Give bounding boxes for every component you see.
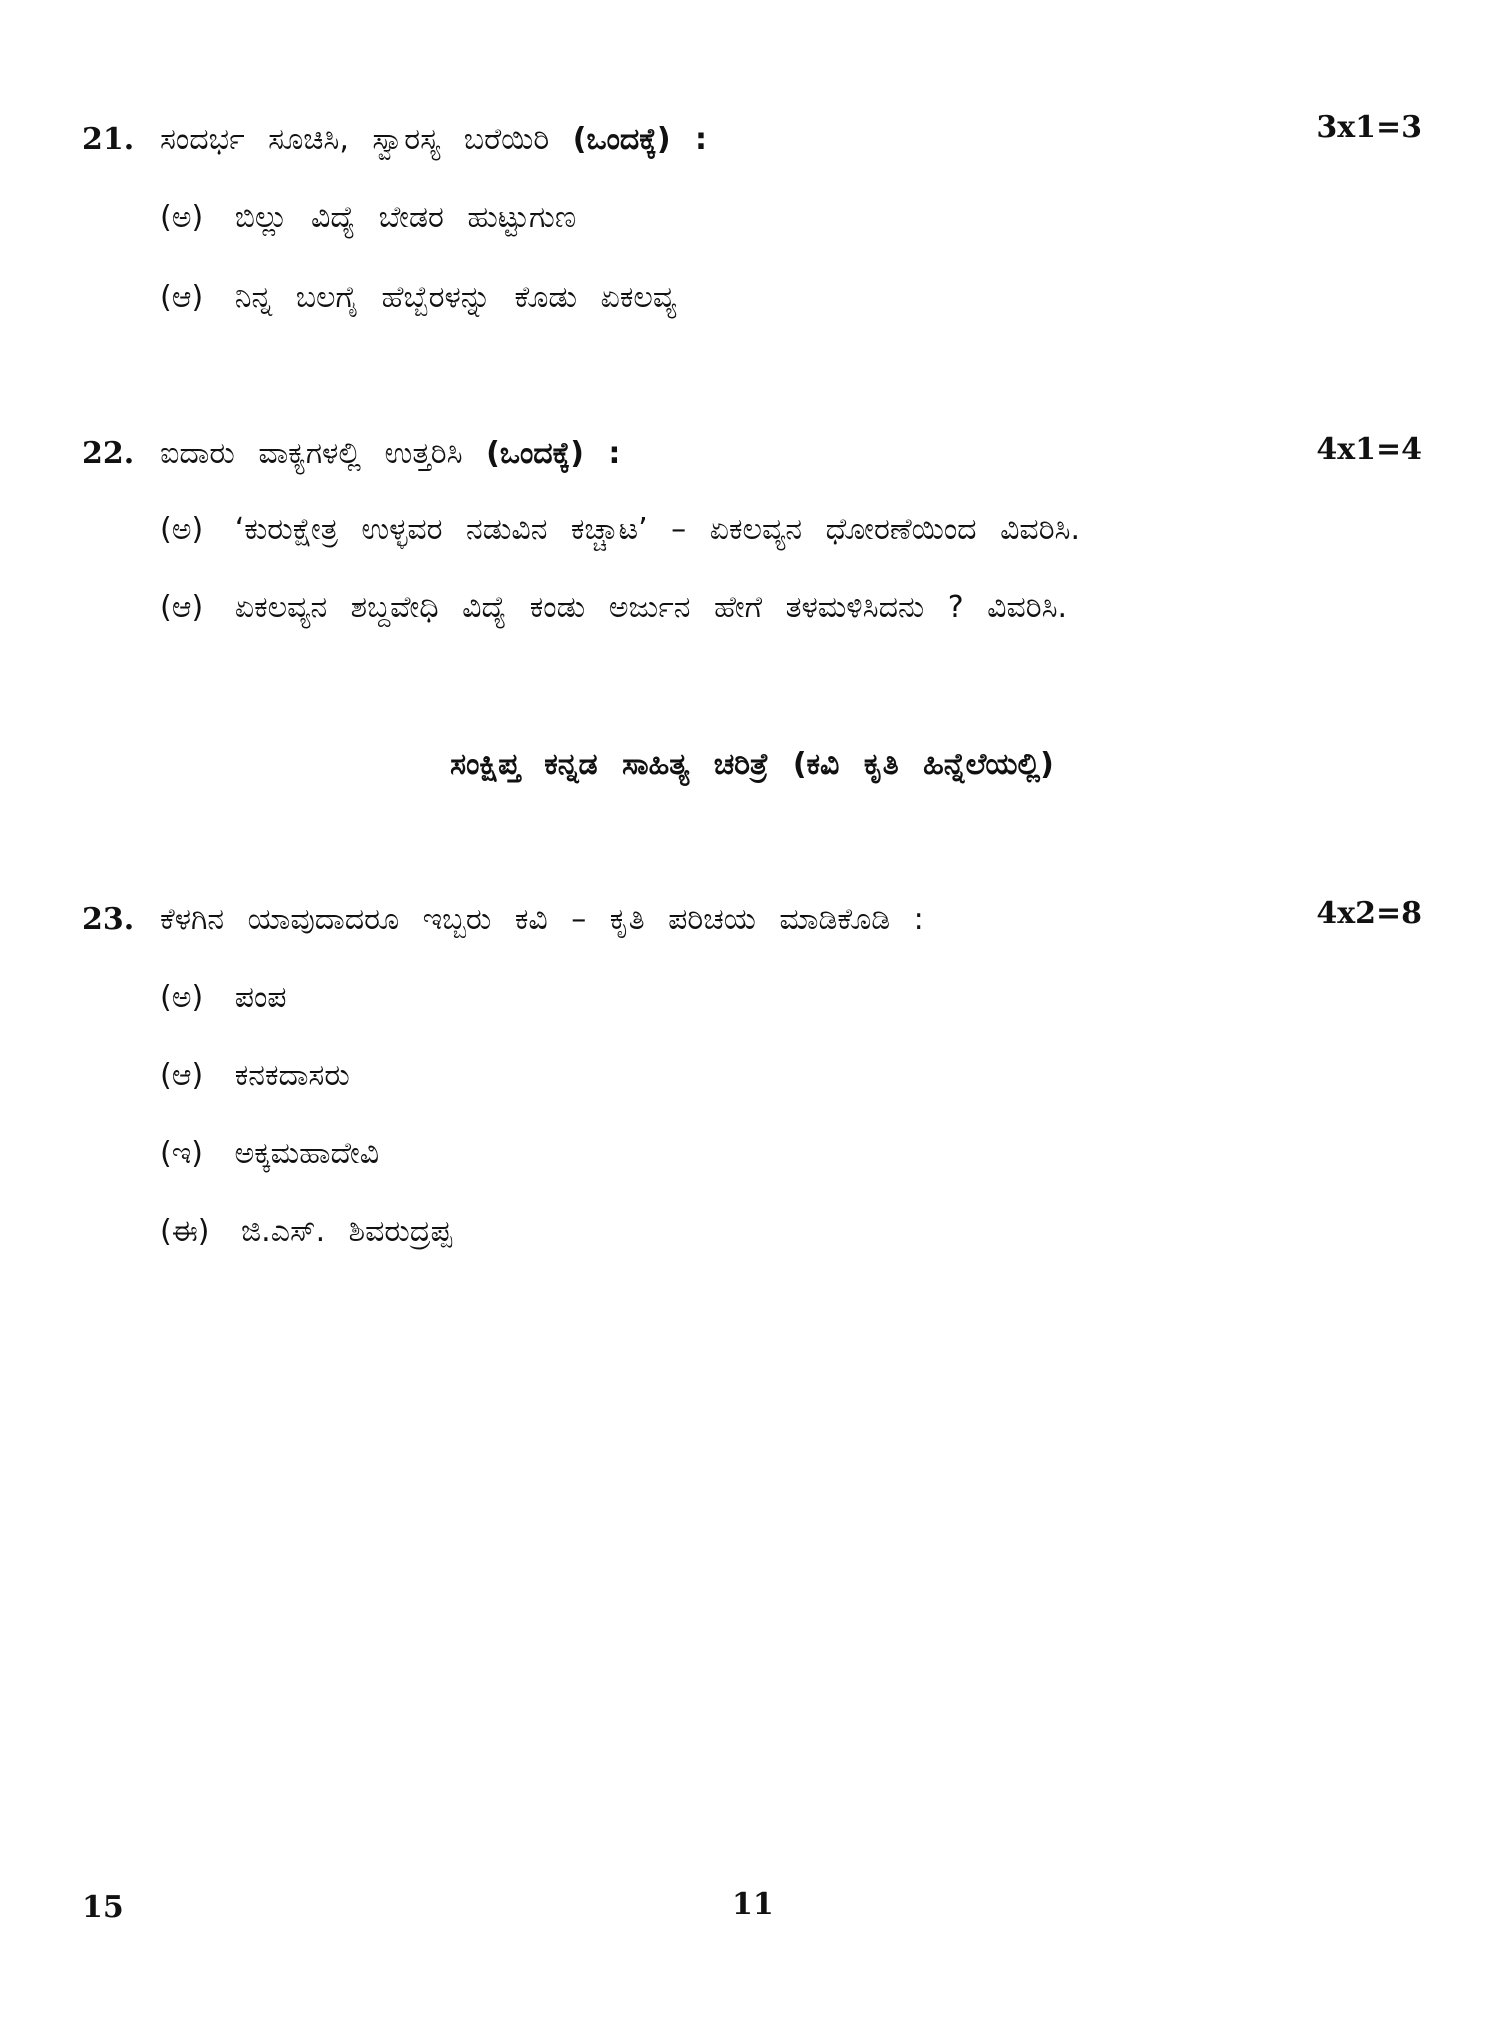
question-text xyxy=(160,890,924,950)
option-item xyxy=(160,268,676,328)
option-label: (ಅ) xyxy=(160,980,204,1015)
option-label: (ಈ) xyxy=(160,1214,210,1249)
option-item xyxy=(160,1124,379,1184)
option-label: (ಅ) xyxy=(160,512,204,547)
question-marks: 4x1=4 xyxy=(1316,432,1422,467)
paper-code: 15 xyxy=(82,1890,124,1925)
question-prompt: ಸಂದರ್ಭ ಸೂಚಿಸಿ, ಸ್ವಾರಸ್ಯ ಬರೆಯಿರಿ xyxy=(160,122,550,157)
question-22 xyxy=(82,424,1422,484)
question-marks: 3x1=3 xyxy=(1316,110,1422,145)
option-item xyxy=(160,578,1067,638)
option-text: ಏಕಲವ್ಯನ ಶಬ್ದವೇಧಿ ವಿದ್ಯೆ ಕಂಡು ಅರ್ಜುನ ಹೇಗೆ ತಳಮಳಿಸಿದನು ? ವಿವರಿಸಿ. xyxy=(234,590,1068,625)
question-qualifier: (ಒಂದಕ್ಕೆ) : xyxy=(572,122,708,157)
option-text: ಅಕ್ಕಮಹಾದೇವಿ xyxy=(234,1136,380,1171)
question-prompt: ಕೆಳಗಿನ ಯಾವುದಾದರೂ ಇಬ್ಬರು ಕವಿ – ಕೃತಿ ಪರಿಚಯ ಮಾಡಿಕೊಡಿ : xyxy=(160,902,924,937)
option-item xyxy=(160,188,576,248)
question-21 xyxy=(82,110,1422,170)
option-label: (ಆ) xyxy=(160,280,204,315)
question-23 xyxy=(82,890,1422,950)
option-text: ಪಂಪ xyxy=(234,980,287,1015)
question-number: 22. xyxy=(82,436,135,471)
option-text: ಕನಕದಾಸರು xyxy=(234,1058,350,1093)
question-text xyxy=(160,110,707,170)
page-number: 11 xyxy=(732,1887,774,1922)
option-label: (ಆ) xyxy=(160,590,204,625)
option-label: (ಅ) xyxy=(160,200,204,235)
option-label: (ಇ) xyxy=(160,1136,203,1171)
question-number: 21. xyxy=(82,122,135,157)
question-text xyxy=(160,424,620,484)
question-qualifier: (ಒಂದಕ್ಕೆ) : xyxy=(486,436,621,471)
option-text: ನಿನ್ನ ಬಲಗೈ ಹೆಬ್ಬೆರಳನ್ನು ಕೊಡು ಏಕಲವ್ಯ xyxy=(234,280,677,315)
option-item xyxy=(160,1046,350,1106)
option-label: (ಆ) xyxy=(160,1058,204,1093)
option-text: ‘ಕುರುಕ್ಷೇತ್ರ ಉಳ್ಳವರ ನಡುವಿನ ಕಚ್ಚಾಟ’ – ಏಕಲವ್ಯನ ಧೋರಣೆಯಿಂದ ವಿವರಿಸಿ. xyxy=(234,512,1080,547)
question-prompt: ಐದಾರು ವಾಕ್ಯಗಳಲ್ಲಿ ಉತ್ತರಿಸಿ xyxy=(160,436,463,471)
question-marks: 4x2=8 xyxy=(1316,896,1422,931)
question-number: 23. xyxy=(82,902,135,937)
option-text: ಬಿಲ್ಲು ವಿದ್ಯೆ ಬೇಡರ ಹುಟ್ಟುಗುಣ xyxy=(234,200,577,235)
option-text: ಜಿ.ಎಸ್. ಶಿವರುದ್ರಪ್ಪ xyxy=(241,1214,453,1249)
option-item xyxy=(160,500,1080,560)
option-item xyxy=(160,1202,452,1262)
option-item xyxy=(160,968,286,1028)
section-heading: ಸಂಕ್ಷಿಪ್ತ ಕನ್ನಡ ಸಾಹಿತ್ಯ ಚರಿತ್ರೆ (ಕವಿ ಕೃತಿ ಹಿನ್ನೆಲೆಯಲ್ಲಿ) xyxy=(450,747,1054,782)
